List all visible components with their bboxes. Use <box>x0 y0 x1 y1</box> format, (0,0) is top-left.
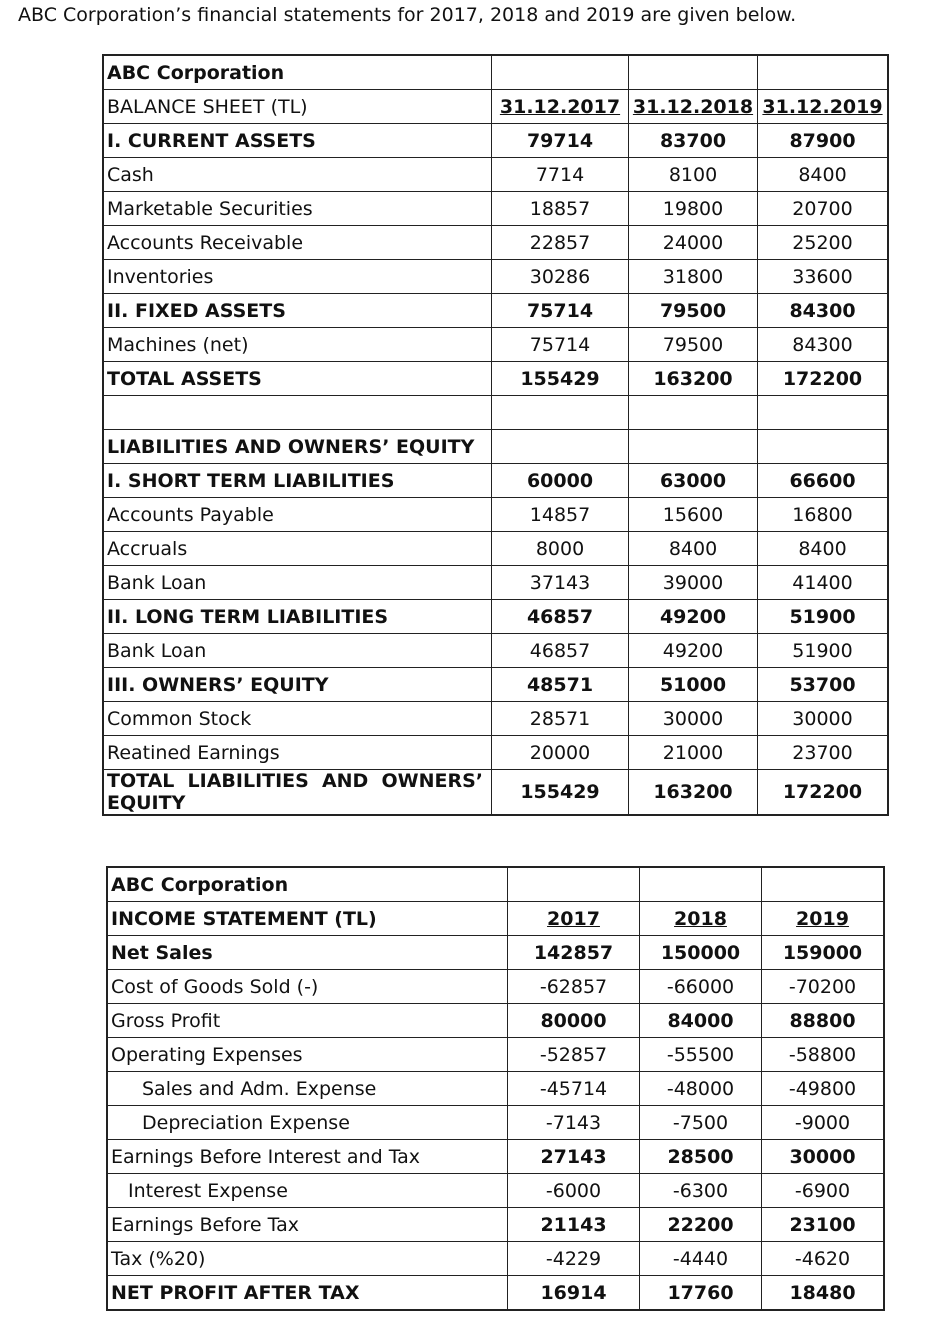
cell-value: 20000 <box>492 736 629 770</box>
cell-value: 8400 <box>629 532 758 566</box>
cell-value: -4440 <box>640 1242 762 1276</box>
cell-value: -6000 <box>508 1174 640 1208</box>
table-row <box>103 736 888 770</box>
table-row <box>107 1174 884 1208</box>
row-label: Machines (net) <box>103 328 492 362</box>
table-row <box>107 1242 884 1276</box>
row-label: Bank Loan <box>103 634 492 668</box>
table-row <box>107 902 884 936</box>
row-label: Tax (%20) <box>107 1242 508 1276</box>
table-row <box>103 260 888 294</box>
table-row <box>103 396 888 430</box>
table-row <box>103 226 888 260</box>
table-row <box>103 702 888 736</box>
date-header: 31.12.2019 <box>758 90 889 124</box>
row-label: Cash <box>103 158 492 192</box>
table-row <box>103 192 888 226</box>
cell-value: -66000 <box>640 970 762 1004</box>
table-row <box>107 1072 884 1106</box>
cell-value: 51900 <box>758 634 889 668</box>
row-label: Accruals <box>103 532 492 566</box>
cell-value: 16800 <box>758 498 889 532</box>
label-word: LIABILITIES <box>187 770 309 792</box>
cell-value: 79500 <box>629 294 758 328</box>
cell-value: 8000 <box>492 532 629 566</box>
cell-value: 150000 <box>640 936 762 970</box>
date-header: 31.12.2017 <box>492 90 629 124</box>
income-statement-table <box>106 866 885 1311</box>
table-row <box>107 1276 884 1311</box>
section-heading: LIABILITIES AND OWNERS’ EQUITY <box>103 430 492 464</box>
cell-value: 39000 <box>629 566 758 600</box>
table-row <box>107 936 884 970</box>
row-label: Accounts Receivable <box>103 226 492 260</box>
row-label: I. CURRENT ASSETS <box>103 124 492 158</box>
total-liabilities-label <box>103 770 492 816</box>
cell-value: 30000 <box>629 702 758 736</box>
cell-value: 84300 <box>758 328 889 362</box>
cell-value: 142857 <box>508 936 640 970</box>
cell-value: 8400 <box>758 158 889 192</box>
cell-value: -49800 <box>762 1072 885 1106</box>
row-label: Bank Loan <box>103 566 492 600</box>
cell-value: 7714 <box>492 158 629 192</box>
cell-value: 60000 <box>492 464 629 498</box>
cell-value: 75714 <box>492 294 629 328</box>
cell-value: -58800 <box>762 1038 885 1072</box>
row-label: Interest Expense <box>107 1174 508 1208</box>
table-row <box>107 1140 884 1174</box>
row-label: Inventories <box>103 260 492 294</box>
table-row <box>103 566 888 600</box>
cell-value: 33600 <box>758 260 889 294</box>
cell-value: 18857 <box>492 192 629 226</box>
cell-value: 18480 <box>762 1276 885 1311</box>
company-name: ABC Corporation <box>103 55 492 90</box>
cell-value: 15600 <box>629 498 758 532</box>
cell-value: 63000 <box>629 464 758 498</box>
row-label: Depreciation Expense <box>107 1106 508 1140</box>
table-row <box>103 90 888 124</box>
statement-title: BALANCE SHEET (TL) <box>103 90 492 124</box>
cell-value: 30000 <box>762 1140 885 1174</box>
row-label: Net Sales <box>107 936 508 970</box>
cell-value: 21000 <box>629 736 758 770</box>
company-name: ABC Corporation <box>107 867 508 902</box>
row-label: NET PROFIT AFTER TAX <box>107 1276 508 1311</box>
cell-value: 41400 <box>758 566 889 600</box>
cell-value: 155429 <box>492 770 629 816</box>
cell-value: -62857 <box>508 970 640 1004</box>
cell-value: 30286 <box>492 260 629 294</box>
row-label: I. SHORT TERM LIABILITIES <box>103 464 492 498</box>
table-row <box>107 1004 884 1038</box>
cell-value: 66600 <box>758 464 889 498</box>
cell-value: -7143 <box>508 1106 640 1140</box>
cell-value: 30000 <box>758 702 889 736</box>
row-label: Earnings Before Interest and Tax <box>107 1140 508 1174</box>
statement-title: INCOME STATEMENT (TL) <box>107 902 508 936</box>
cell-value: 49200 <box>629 634 758 668</box>
row-label: Operating Expenses <box>107 1038 508 1072</box>
row-label: Gross Profit <box>107 1004 508 1038</box>
cell-value: 75714 <box>492 328 629 362</box>
cell-value: 46857 <box>492 600 629 634</box>
cell-value: 79714 <box>492 124 629 158</box>
table-row <box>103 668 888 702</box>
cell-value: -55500 <box>640 1038 762 1072</box>
cell-value: 172200 <box>758 362 889 396</box>
row-label: III. OWNERS’ EQUITY <box>103 668 492 702</box>
cell-value: 51900 <box>758 600 889 634</box>
cell-value: -9000 <box>762 1106 885 1140</box>
row-label: TOTAL ASSETS <box>103 362 492 396</box>
year-header: 2019 <box>762 902 885 936</box>
cell-value: -7500 <box>640 1106 762 1140</box>
cell-value: 48571 <box>492 668 629 702</box>
cell-value: 80000 <box>508 1004 640 1038</box>
label-word: AND <box>321 770 369 792</box>
cell-value: 14857 <box>492 498 629 532</box>
row-label: II. LONG TERM LIABILITIES <box>103 600 492 634</box>
table-row <box>103 532 888 566</box>
cell-value: -70200 <box>762 970 885 1004</box>
table-row <box>103 328 888 362</box>
year-header: 2018 <box>640 902 762 936</box>
table-row <box>103 498 888 532</box>
table-row <box>103 124 888 158</box>
table-row <box>107 867 884 902</box>
cell-value: 83700 <box>629 124 758 158</box>
cell-value: 27143 <box>508 1140 640 1174</box>
cell-value: 8100 <box>629 158 758 192</box>
cell-value: 25200 <box>758 226 889 260</box>
row-label: Sales and Adm. Expense <box>107 1072 508 1106</box>
cell-value: 23700 <box>758 736 889 770</box>
cell-value: 17760 <box>640 1276 762 1311</box>
table-row <box>103 362 888 396</box>
cell-value: -4229 <box>508 1242 640 1276</box>
table-row <box>103 158 888 192</box>
cell-value: 51000 <box>629 668 758 702</box>
cell-value: 84000 <box>640 1004 762 1038</box>
table-row <box>103 770 888 816</box>
cell-value: 16914 <box>508 1276 640 1311</box>
table-row <box>107 1208 884 1242</box>
cell-value: -52857 <box>508 1038 640 1072</box>
cell-value: 159000 <box>762 936 885 970</box>
row-label: Marketable Securities <box>103 192 492 226</box>
table-row <box>103 55 888 90</box>
table-row <box>103 294 888 328</box>
row-label: Cost of Goods Sold (-) <box>107 970 508 1004</box>
cell-value: 88800 <box>762 1004 885 1038</box>
cell-value: 163200 <box>629 770 758 816</box>
cell-value: 155429 <box>492 362 629 396</box>
year-header: 2017 <box>508 902 640 936</box>
table-row <box>103 600 888 634</box>
cell-value: 53700 <box>758 668 889 702</box>
cell-value: 84300 <box>758 294 889 328</box>
cell-value: -6300 <box>640 1174 762 1208</box>
cell-value: 24000 <box>629 226 758 260</box>
label-word: OWNERS’ <box>381 770 483 792</box>
cell-value: 37143 <box>492 566 629 600</box>
table-row <box>107 1038 884 1072</box>
cell-value: 163200 <box>629 362 758 396</box>
table-row <box>107 970 884 1004</box>
cell-value: 23100 <box>762 1208 885 1242</box>
label-word: EQUITY <box>107 792 186 814</box>
cell-value: 87900 <box>758 124 889 158</box>
row-label: Reatined Earnings <box>103 736 492 770</box>
cell-value: 28500 <box>640 1140 762 1174</box>
cell-value: -45714 <box>508 1072 640 1106</box>
row-label: Earnings Before Tax <box>107 1208 508 1242</box>
row-label: II. FIXED ASSETS <box>103 294 492 328</box>
cell-value: 22857 <box>492 226 629 260</box>
cell-value: 8400 <box>758 532 889 566</box>
cell-value: 20700 <box>758 192 889 226</box>
cell-value: 21143 <box>508 1208 640 1242</box>
table-row <box>103 464 888 498</box>
date-header: 31.12.2018 <box>629 90 758 124</box>
cell-value: -48000 <box>640 1072 762 1106</box>
balance-sheet-table <box>102 54 889 816</box>
cell-value: 79500 <box>629 328 758 362</box>
cell-value: -4620 <box>762 1242 885 1276</box>
cell-value: 31800 <box>629 260 758 294</box>
cell-value: 28571 <box>492 702 629 736</box>
cell-value: 172200 <box>758 770 889 816</box>
cell-value: 49200 <box>629 600 758 634</box>
cell-value: 22200 <box>640 1208 762 1242</box>
table-row <box>103 634 888 668</box>
label-word: TOTAL <box>107 770 175 792</box>
row-label: Accounts Payable <box>103 498 492 532</box>
intro-text: ABC Corporation’s financial statements for 2017, 2018 and 2019 are given below. <box>18 4 797 26</box>
row-label: Common Stock <box>103 702 492 736</box>
cell-value: 46857 <box>492 634 629 668</box>
cell-value: -6900 <box>762 1174 885 1208</box>
cell-value: 19800 <box>629 192 758 226</box>
table-row <box>107 1106 884 1140</box>
table-row <box>103 430 888 464</box>
